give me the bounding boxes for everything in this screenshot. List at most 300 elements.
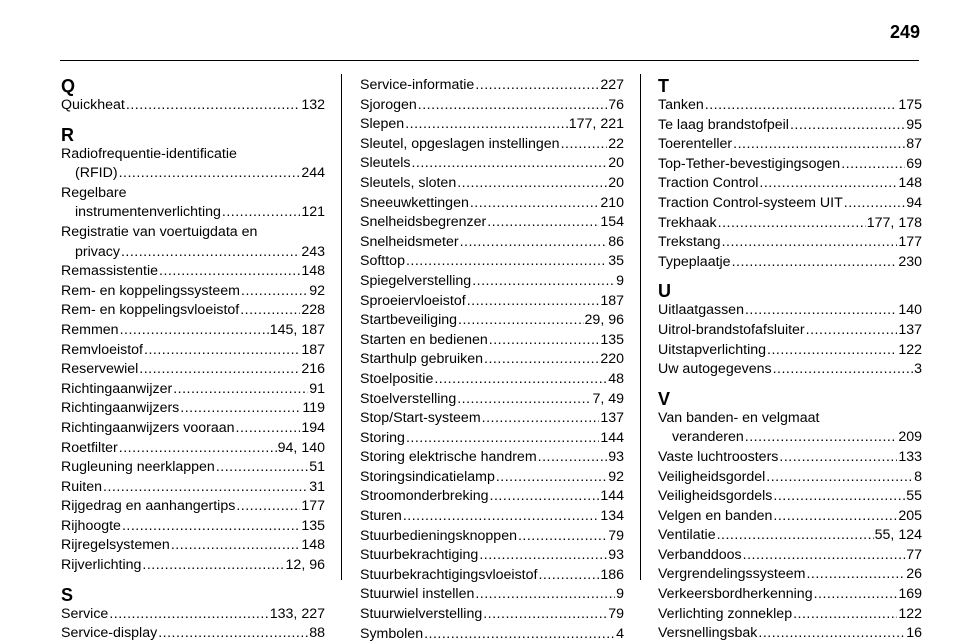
index-entry-term: Rijverlichting xyxy=(61,557,142,574)
index-entry-prefix: Regelbare xyxy=(61,184,127,201)
index-entry-term: Stop/Start-systeem xyxy=(360,410,481,427)
dot-leader xyxy=(403,507,600,527)
index-entry-term: Stoelverstelling xyxy=(360,390,457,407)
index-entry-term: Service xyxy=(61,605,109,622)
dot-leader xyxy=(139,360,300,380)
index-entry-pages: 187 xyxy=(600,292,624,309)
index-entry xyxy=(360,448,624,468)
index-entry-term: Rijregelsystemen xyxy=(61,537,170,554)
section-letter: R xyxy=(61,124,74,145)
index-entry-term: Sjorogen xyxy=(360,96,417,113)
index-entry-term: Remassistentie xyxy=(61,263,158,280)
index-entry-term: Stuurbekrachtiging xyxy=(360,547,479,564)
dot-leader xyxy=(241,282,308,302)
index-entry xyxy=(658,468,922,488)
index-entry-pages: 20 xyxy=(608,155,624,172)
index-entry-pages: 121 xyxy=(301,204,325,221)
index-entry xyxy=(360,527,624,547)
index-entry xyxy=(658,194,922,214)
index-entry xyxy=(658,96,922,116)
dot-leader xyxy=(103,478,308,498)
index-entry-pages: 31 xyxy=(309,478,325,495)
dot-leader xyxy=(722,233,898,253)
index-entry-pages: 177, 178 xyxy=(866,214,922,231)
index-entry-term: Service-display xyxy=(61,625,158,642)
index-entry-prefix: Van banden- en velgmaat xyxy=(658,409,820,426)
index-entry-term: Reservewiel xyxy=(61,361,139,378)
index-entry-term: Remvloeistof xyxy=(61,341,144,358)
dot-leader xyxy=(758,624,905,644)
index-entry-pages: 26 xyxy=(906,566,922,583)
index-entry-term: Sleutel, opgeslagen instellingen xyxy=(360,135,560,152)
dot-leader xyxy=(424,625,615,644)
dot-leader xyxy=(490,487,600,507)
dot-leader xyxy=(732,253,898,273)
index-entry xyxy=(658,526,922,546)
dot-leader xyxy=(405,115,568,135)
index-entry-pages: 135 xyxy=(600,331,624,348)
dot-leader xyxy=(475,585,615,605)
dot-leader xyxy=(806,321,898,341)
index-entry-term: Symbolen xyxy=(360,625,424,642)
index-entry-pages: 51 xyxy=(309,459,325,476)
index-entry xyxy=(61,262,325,282)
index-entry-pages: 227 xyxy=(600,77,624,93)
index-entry-pages: 148 xyxy=(898,175,922,192)
index-entry-term: Te laag brandstofpeil xyxy=(658,116,789,133)
dot-leader xyxy=(841,155,905,175)
index-entry-pages: 154 xyxy=(600,214,624,231)
index-entry-term: Snelheidsbegrenzer xyxy=(360,214,487,231)
index-entry-pages: 69 xyxy=(906,155,922,172)
index-entry-term: Verbanddoos xyxy=(658,546,742,563)
dot-leader xyxy=(718,214,866,234)
dot-leader xyxy=(159,262,300,282)
index-entry-prefix: Radiofrequentie-identificatie xyxy=(61,145,237,162)
index-entry-term: Storing xyxy=(360,429,405,446)
index-entry xyxy=(61,458,325,478)
index-entry xyxy=(360,605,624,625)
index-entry xyxy=(658,341,922,361)
index-entry xyxy=(61,439,325,459)
index-entry-pages: 169 xyxy=(898,586,922,603)
index-entry-pages: 122 xyxy=(898,605,922,622)
dot-leader xyxy=(538,566,599,586)
index-entry-term: Remmen xyxy=(61,321,119,338)
index-entry-pages: 122 xyxy=(898,341,922,358)
index-entry-pages: 9 xyxy=(616,272,624,289)
index-entry xyxy=(658,448,922,468)
index-entry-pages: 177 xyxy=(301,498,325,515)
header-rule xyxy=(60,60,919,61)
index-entry-term: Sneeuwkettingen xyxy=(360,194,469,211)
index-entry xyxy=(658,116,922,136)
dot-leader xyxy=(411,154,607,174)
index-entry xyxy=(61,624,325,644)
dot-leader xyxy=(844,194,905,214)
index-entry-pages: 29, 96 xyxy=(584,312,624,329)
index-entry-pages: 220 xyxy=(600,351,624,368)
index-entry xyxy=(658,546,922,566)
index-entry-pages: 148 xyxy=(301,263,325,280)
index-entry xyxy=(658,360,922,380)
dot-leader xyxy=(496,468,607,488)
index-entry-term: Rem- en koppelingssysteem xyxy=(61,282,240,299)
index-entry xyxy=(658,624,922,644)
index-entry xyxy=(360,566,624,586)
dot-leader xyxy=(122,517,300,537)
index-entry xyxy=(360,272,624,292)
column-divider xyxy=(640,74,641,580)
index-entry-pages: 177 xyxy=(898,234,922,251)
index-entry-term: Uitstapverlichting xyxy=(658,341,767,358)
index-entry-pages: 137 xyxy=(898,321,922,338)
index-entry xyxy=(61,605,325,625)
index-entry-pages: 194 xyxy=(301,419,325,436)
index-entry-pages: 79 xyxy=(608,606,624,623)
index-entry-pages: 77 xyxy=(906,546,922,563)
index-entry xyxy=(61,536,325,556)
index-entry-term: Service-informatie xyxy=(360,77,475,93)
dot-leader xyxy=(180,399,301,419)
index-entry-term: Ventilatie xyxy=(658,527,716,544)
dot-leader xyxy=(487,213,599,233)
index-entry-term: Traction Control xyxy=(658,175,759,192)
index-entry xyxy=(360,194,624,214)
index-entry xyxy=(658,233,922,253)
index-entry-term: Sproeiervloeistof xyxy=(360,292,466,309)
index-entry xyxy=(61,478,325,498)
section-letter: S xyxy=(61,584,74,605)
index-entry-term: Softtop xyxy=(360,253,405,270)
index-entry xyxy=(658,321,922,341)
index-entry xyxy=(61,184,325,223)
index-entry-pages: 132 xyxy=(301,97,325,113)
index-entry-pages: 79 xyxy=(608,527,624,544)
index-entry-term: Traction Control-systeem UIT xyxy=(658,194,843,211)
index-entry-pages: 145, 187 xyxy=(269,321,325,338)
index-entry-pages: 148 xyxy=(301,537,325,554)
index-entry-pages: 230 xyxy=(898,253,922,270)
dot-leader xyxy=(483,605,607,625)
index-entry-term: Veiligheidsgordels xyxy=(658,488,773,505)
index-entry xyxy=(61,301,325,321)
dot-leader xyxy=(142,556,284,576)
dot-leader xyxy=(484,350,599,370)
index-entry-term: Veiligheidsgordel xyxy=(658,468,766,485)
index-entry-term: Ruiten xyxy=(61,478,103,495)
index-entry-pages: 205 xyxy=(898,507,922,524)
dot-leader xyxy=(418,96,607,116)
index-entry xyxy=(658,605,922,625)
index-entry-term: Uitrol-brandstofafsluiter xyxy=(658,321,805,338)
index-entry-pages: 9 xyxy=(616,586,624,603)
dot-leader xyxy=(793,605,897,625)
index-entry-term: Snelheidsmeter xyxy=(360,233,459,250)
dot-leader xyxy=(240,301,300,321)
index-entry-term: Toerenteller xyxy=(658,136,733,153)
index-entry-pages: 92 xyxy=(309,282,325,299)
index-entry-pages: 209 xyxy=(898,429,922,446)
index-entry xyxy=(61,321,325,341)
index-entry-pages: 55, 124 xyxy=(874,527,922,544)
index-entry xyxy=(360,252,624,272)
index-entry-pages: 186 xyxy=(600,566,624,583)
dot-leader xyxy=(406,429,599,449)
index-entry xyxy=(360,76,624,96)
dot-leader xyxy=(790,116,905,136)
index-entry-term: Storing elektrische handrem xyxy=(360,449,537,466)
index-entry xyxy=(360,625,624,644)
index-entry xyxy=(360,546,624,566)
index-entry-pages: 210 xyxy=(600,194,624,211)
index-entry xyxy=(658,301,922,321)
index-entry xyxy=(360,331,624,351)
section-letter: U xyxy=(658,281,671,302)
index-entry-term: Starten en bedienen xyxy=(360,331,488,348)
index-entry-term: Sturen xyxy=(360,508,402,525)
index-entry xyxy=(658,214,922,234)
dot-leader xyxy=(479,546,607,566)
page-number: 249 xyxy=(889,22,920,42)
section-letter: V xyxy=(658,388,671,409)
dot-leader xyxy=(489,331,600,351)
dot-leader xyxy=(158,624,308,644)
dot-leader xyxy=(457,174,607,194)
dot-leader xyxy=(119,164,301,184)
index-entry-pages: 93 xyxy=(608,449,624,466)
dot-leader xyxy=(121,243,300,263)
index-entry-term: (RFID) xyxy=(75,165,118,182)
dot-leader xyxy=(766,468,913,488)
index-entry xyxy=(61,145,325,184)
dot-leader xyxy=(472,272,615,292)
index-entry-term: Stoelpositie xyxy=(360,370,434,387)
index-entry xyxy=(360,390,624,410)
section-letter: T xyxy=(658,76,669,96)
index-entry xyxy=(360,350,624,370)
dot-leader xyxy=(171,536,301,556)
dot-leader xyxy=(236,497,300,517)
dot-leader xyxy=(109,605,268,625)
dot-leader xyxy=(814,585,898,605)
index-entry xyxy=(61,96,325,116)
index-entry xyxy=(61,419,325,439)
index-entry-term: Rem- en koppelingsvloeistof xyxy=(61,302,240,319)
index-entry-term: Roetfilter xyxy=(61,439,118,456)
dot-leader xyxy=(458,311,584,331)
index-entry xyxy=(360,311,624,331)
dot-leader xyxy=(222,203,300,223)
index-entry-term: Tanken xyxy=(658,97,704,113)
index-entry-pages: 93 xyxy=(608,547,624,564)
index-column-2 xyxy=(360,76,624,644)
index-entry-term: Startbeveiliging xyxy=(360,312,458,329)
dot-leader xyxy=(173,380,308,400)
index-entry-prefix: Registratie van voertuigdata en xyxy=(61,223,258,240)
dot-leader xyxy=(482,409,600,429)
index-entry-term: privacy xyxy=(75,243,120,260)
index-entry-term: Sleutels, sloten xyxy=(360,174,457,191)
dot-leader xyxy=(717,526,874,546)
index-entry-pages: 20 xyxy=(608,174,624,191)
index-entry-pages: 86 xyxy=(608,233,624,250)
index-entry-term: Uitlaatgassen xyxy=(658,302,744,319)
index-entry-pages: 243 xyxy=(301,243,325,260)
index-entry xyxy=(61,341,325,361)
index-entry-term: Verlichting zonneklep xyxy=(658,605,793,622)
index-entry-pages: 119 xyxy=(302,400,325,417)
index-entry-pages: 244 xyxy=(301,165,325,182)
dot-leader xyxy=(126,96,300,116)
index-entry xyxy=(658,585,922,605)
index-entry-pages: 35 xyxy=(608,253,624,270)
dot-leader xyxy=(120,321,269,341)
dot-leader xyxy=(434,370,607,390)
index-entry-pages: 133 xyxy=(898,448,922,465)
index-entry xyxy=(360,507,624,527)
index-entry xyxy=(61,360,325,380)
index-entry-term: Stuurwielverstelling xyxy=(360,606,483,623)
index-entry xyxy=(61,223,325,262)
index-entry-pages: 16 xyxy=(906,625,922,642)
dot-leader xyxy=(743,546,906,566)
index-entry xyxy=(360,292,624,312)
index-entry xyxy=(360,154,624,174)
dot-leader xyxy=(745,301,897,321)
index-entry xyxy=(360,115,624,135)
index-entry xyxy=(360,429,624,449)
index-entry xyxy=(61,380,325,400)
dot-leader xyxy=(119,439,277,459)
index-entry-term: Vergrendelingssysteem xyxy=(658,566,806,583)
dot-leader xyxy=(759,174,897,194)
index-entry-pages: 94, 140 xyxy=(277,439,325,456)
index-entry-term: Spiegelverstelling xyxy=(360,272,472,289)
index-entry xyxy=(658,155,922,175)
index-entry xyxy=(360,96,624,116)
index-entry xyxy=(61,556,325,576)
index-entry-term: Richtingaanwijzers xyxy=(61,400,180,417)
index-entry xyxy=(360,585,624,605)
index-entry xyxy=(360,487,624,507)
index-column-3 xyxy=(658,76,922,644)
dot-leader xyxy=(467,292,600,312)
index-entry-term: Top-Tether-bevestigingsogen xyxy=(658,155,841,172)
index-entry-pages: 134 xyxy=(600,508,624,525)
index-entry-pages: 144 xyxy=(600,429,624,446)
index-entry-term: Stroomonderbreking xyxy=(360,488,489,505)
index-entry-term: Trekstang xyxy=(658,234,721,251)
index-entry xyxy=(658,565,922,585)
index-entry-term: veranderen xyxy=(672,429,744,446)
dot-leader xyxy=(144,341,300,361)
index-entry-pages: 22 xyxy=(608,135,624,152)
section-letter: Q xyxy=(61,76,76,96)
index-entry xyxy=(360,233,624,253)
index-entry-term: Trekhaak xyxy=(658,214,717,231)
index-entry-pages: 140 xyxy=(898,302,922,319)
index-entry xyxy=(61,517,325,537)
index-entry-pages: 137 xyxy=(600,410,624,427)
index-entry-term: Richtingaanwijzers vooraan xyxy=(61,419,235,436)
dot-leader xyxy=(470,194,599,214)
index-entry-pages: 12, 96 xyxy=(285,557,325,574)
index-entry-term: Versnellingsbak xyxy=(658,625,758,642)
dot-leader xyxy=(518,527,607,547)
index-entry-pages: 8 xyxy=(914,468,922,485)
dot-leader xyxy=(561,135,608,155)
index-entry-term: Storingsindicatielamp xyxy=(360,468,495,485)
index-entry-pages: 7, 49 xyxy=(592,390,624,407)
index-entry-pages: 216 xyxy=(301,361,325,378)
dot-leader xyxy=(475,76,599,96)
index-entry-pages: 94 xyxy=(906,194,922,211)
index-entry-term: Starthulp gebruiken xyxy=(360,351,484,368)
index-entry-term: Typeplaatje xyxy=(658,253,731,270)
dot-leader xyxy=(779,448,897,468)
index-entry-term: instrumentenverlichting xyxy=(75,204,221,221)
index-entry-term: Rijgedrag en aanhangertips xyxy=(61,498,236,515)
index-entry-pages: 88 xyxy=(309,625,325,642)
index-entry xyxy=(360,135,624,155)
index-entry-term: Slepen xyxy=(360,116,405,133)
index-entry-term: Quickheat xyxy=(61,97,125,113)
index-entry xyxy=(658,487,922,507)
index-entry xyxy=(61,399,325,419)
index-entry-term: Stuurbekrachtigingsvloeistof xyxy=(360,566,538,583)
index-entry-pages: 87 xyxy=(906,136,922,153)
dot-leader xyxy=(767,341,897,361)
dot-leader xyxy=(538,448,608,468)
index-entry xyxy=(658,174,922,194)
index-entry xyxy=(360,409,624,429)
index-entry-pages: 92 xyxy=(608,468,624,485)
index-entry-pages: 175 xyxy=(898,97,922,113)
dot-leader xyxy=(773,507,897,527)
index-entry-pages: 144 xyxy=(600,488,624,505)
dot-leader xyxy=(773,487,905,507)
index-entry-term: Rijhoogte xyxy=(61,517,121,534)
index-entry-pages: 48 xyxy=(608,370,624,387)
index-entry xyxy=(360,370,624,390)
index-entry-pages: 133, 227 xyxy=(269,605,325,622)
index-entry-term: Stuurwiel instellen xyxy=(360,586,475,603)
index-entry xyxy=(360,213,624,233)
index-entry-term: Uw autogegevens xyxy=(658,361,772,378)
index-entry-pages: 55 xyxy=(906,488,922,505)
index-entry-pages: 135 xyxy=(301,517,325,534)
dot-leader xyxy=(773,360,914,380)
dot-leader xyxy=(806,565,905,585)
index-entry-term: Sleutels xyxy=(360,155,411,172)
index-entry-pages: 4 xyxy=(616,625,624,642)
index-entry-pages: 228 xyxy=(301,302,325,319)
dot-leader xyxy=(406,252,607,272)
index-entry xyxy=(61,497,325,517)
dot-leader xyxy=(460,233,608,253)
index-entry-term: Rugleuning neerklappen xyxy=(61,459,215,476)
dot-leader xyxy=(745,428,898,448)
index-entry xyxy=(658,507,922,527)
index-entry-pages: 95 xyxy=(906,116,922,133)
index-entry-term: Velgen en banden xyxy=(658,507,773,524)
dot-leader xyxy=(733,135,905,155)
index-entry-pages: 76 xyxy=(608,96,624,113)
index-entry-term: Richtingaanwijzer xyxy=(61,380,173,397)
index-entry-term: Stuurbedieningsknoppen xyxy=(360,527,517,544)
index-entry xyxy=(658,135,922,155)
